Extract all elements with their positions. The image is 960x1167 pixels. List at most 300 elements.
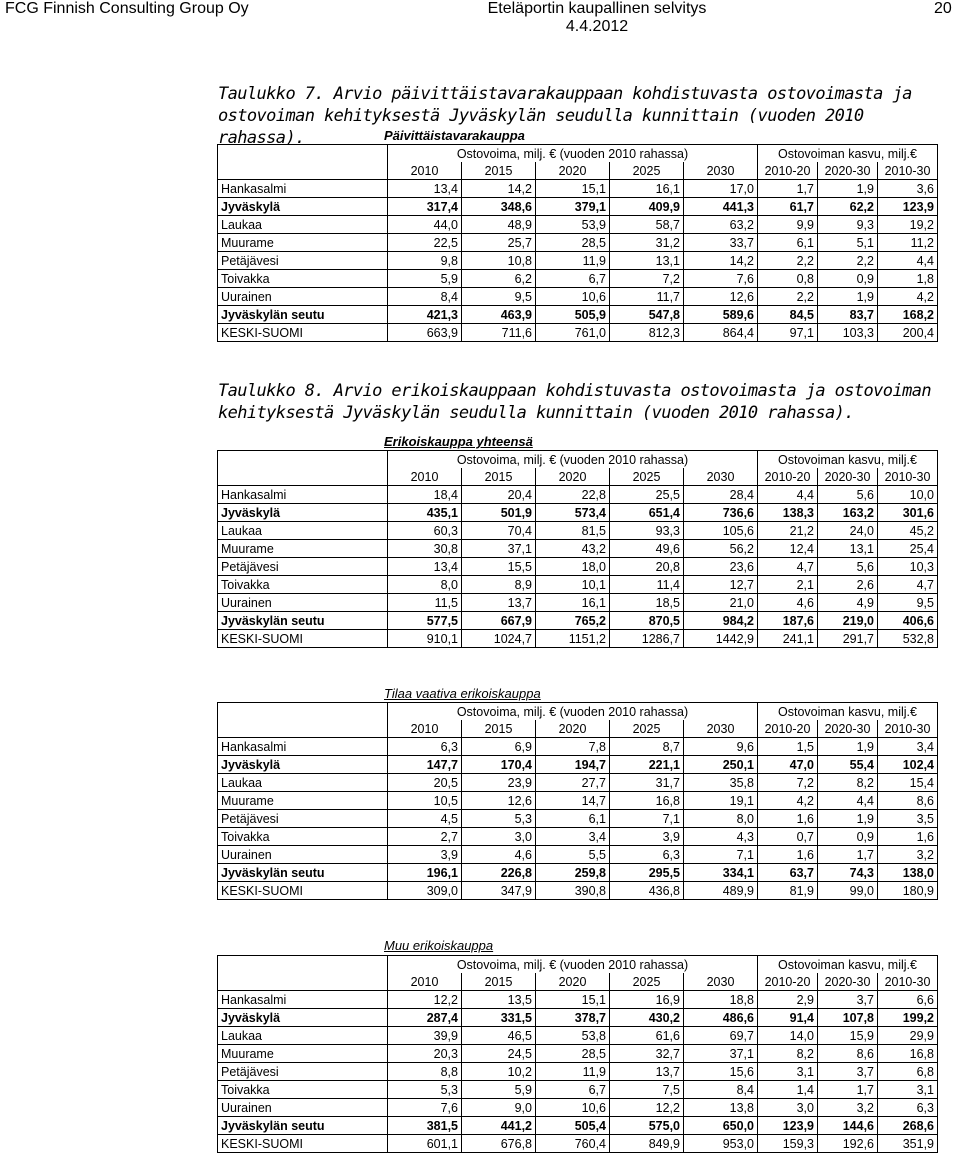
table-tilaa-vaativa-erikoiskauppa <box>217 702 938 900</box>
value-cell: 3,9 <box>610 828 684 846</box>
page-number: 20 <box>934 0 952 17</box>
value-cell: 6,3 <box>878 1099 938 1117</box>
value-cell: 15,4 <box>878 774 938 792</box>
value-cell: 0,9 <box>818 270 878 288</box>
value-cell: 170,4 <box>462 756 536 774</box>
year-header: 2015 <box>462 973 536 991</box>
table-row <box>218 522 938 540</box>
value-cell: 287,4 <box>388 1009 462 1027</box>
value-cell: 9,8 <box>388 252 462 270</box>
value-cell: 4,7 <box>878 576 938 594</box>
group-header-kasvu: Ostovoiman kasvu, milj.€ <box>758 703 938 721</box>
year-header: 2020-30 <box>818 162 878 180</box>
value-cell: 8,0 <box>684 810 758 828</box>
value-cell: 21,2 <box>758 522 818 540</box>
table-row <box>218 576 938 594</box>
value-cell: 16,8 <box>610 792 684 810</box>
value-cell: 8,2 <box>818 774 878 792</box>
header-title-line1: Eteläportin kaupallinen selvitys <box>487 0 707 17</box>
value-cell: 1,5 <box>758 738 818 756</box>
value-cell: 489,9 <box>684 882 758 900</box>
group-header-ostovoima: Ostovoima, milj. € (vuoden 2010 rahassa) <box>388 451 758 469</box>
value-cell: 35,8 <box>684 774 758 792</box>
value-cell: 505,4 <box>536 1117 610 1135</box>
value-cell: 93,3 <box>610 522 684 540</box>
table-row <box>218 1081 938 1099</box>
value-cell: 10,5 <box>388 792 462 810</box>
value-cell: 16,1 <box>536 594 610 612</box>
value-cell: 3,4 <box>878 738 938 756</box>
value-cell: 2,1 <box>758 576 818 594</box>
value-cell: 436,8 <box>610 882 684 900</box>
value-cell: 1,7 <box>758 180 818 198</box>
value-cell: 18,0 <box>536 558 610 576</box>
value-cell: 62,2 <box>818 198 878 216</box>
table-row <box>218 810 938 828</box>
value-cell: 501,9 <box>462 504 536 522</box>
row-name: Hankasalmi <box>218 180 388 198</box>
empty-cell <box>218 720 388 738</box>
value-cell: 226,8 <box>462 864 536 882</box>
value-cell: 4,4 <box>878 252 938 270</box>
value-cell: 3,1 <box>758 1063 818 1081</box>
value-cell: 5,3 <box>462 810 536 828</box>
value-cell: 4,3 <box>684 828 758 846</box>
year-header: 2030 <box>684 973 758 991</box>
year-header: 2010-20 <box>758 720 818 738</box>
value-cell: 1442,9 <box>684 630 758 648</box>
value-cell: 61,6 <box>610 1027 684 1045</box>
table-row <box>218 1009 938 1027</box>
table-row <box>218 288 938 306</box>
value-cell: 8,7 <box>610 738 684 756</box>
row-name: Laukaa <box>218 522 388 540</box>
table-row <box>218 252 938 270</box>
value-cell: 63,7 <box>758 864 818 882</box>
value-cell: 43,2 <box>536 540 610 558</box>
year-header: 2020 <box>536 468 610 486</box>
value-cell: 194,7 <box>536 756 610 774</box>
year-header: 2020 <box>536 162 610 180</box>
table-row <box>218 756 938 774</box>
value-cell: 6,9 <box>462 738 536 756</box>
row-name: Laukaa <box>218 216 388 234</box>
table-row <box>218 558 938 576</box>
table-row <box>218 180 938 198</box>
row-name: KESKI-SUOMI <box>218 630 388 648</box>
value-cell: 21,0 <box>684 594 758 612</box>
value-cell: 23,9 <box>462 774 536 792</box>
value-cell: 48,9 <box>462 216 536 234</box>
value-cell: 765,2 <box>536 612 610 630</box>
table-paivittaistavarakauppa <box>217 144 938 342</box>
value-cell: 9,9 <box>758 216 818 234</box>
value-cell: 441,3 <box>684 198 758 216</box>
value-cell: 14,0 <box>758 1027 818 1045</box>
year-header: 2020-30 <box>818 468 878 486</box>
value-cell: 12,2 <box>388 991 462 1009</box>
value-cell: 1024,7 <box>462 630 536 648</box>
value-cell: 19,1 <box>684 792 758 810</box>
table-row <box>218 612 938 630</box>
value-cell: 12,4 <box>758 540 818 558</box>
value-cell: 6,8 <box>878 1063 938 1081</box>
value-cell: 24,0 <box>818 522 878 540</box>
group-header-row <box>218 956 938 974</box>
value-cell: 409,9 <box>610 198 684 216</box>
value-cell: 37,1 <box>684 1045 758 1063</box>
table-row <box>218 1027 938 1045</box>
value-cell: 3,9 <box>388 846 462 864</box>
value-cell: 334,1 <box>684 864 758 882</box>
row-name: Hankasalmi <box>218 991 388 1009</box>
value-cell: 84,5 <box>758 306 818 324</box>
value-cell: 31,2 <box>610 234 684 252</box>
value-cell: 7,6 <box>388 1099 462 1117</box>
year-header: 2025 <box>610 162 684 180</box>
row-name: Jyväskylä <box>218 504 388 522</box>
value-cell: 0,9 <box>818 828 878 846</box>
value-cell: 406,6 <box>878 612 938 630</box>
value-cell: 6,3 <box>610 846 684 864</box>
year-header: 2020 <box>536 720 610 738</box>
value-cell: 1,9 <box>818 180 878 198</box>
value-cell: 4,6 <box>758 594 818 612</box>
value-cell: 3,2 <box>818 1099 878 1117</box>
year-header: 2010-30 <box>878 973 938 991</box>
value-cell: 5,9 <box>462 1081 536 1099</box>
group-header-ostovoima: Ostovoima, milj. € (vuoden 2010 rahassa) <box>388 956 758 974</box>
table-row <box>218 594 938 612</box>
value-cell: 589,6 <box>684 306 758 324</box>
value-cell: 5,1 <box>818 234 878 252</box>
group-header-ostovoima: Ostovoima, milj. € (vuoden 2010 rahassa) <box>388 145 758 163</box>
value-cell: 577,5 <box>388 612 462 630</box>
row-name: Muurame <box>218 792 388 810</box>
table-row <box>218 792 938 810</box>
value-cell: 1,9 <box>818 810 878 828</box>
value-cell: 28,4 <box>684 486 758 504</box>
year-header-row <box>218 162 938 180</box>
value-cell: 15,9 <box>818 1027 878 1045</box>
group-header-kasvu: Ostovoiman kasvu, milj.€ <box>758 451 938 469</box>
value-cell: 6,1 <box>758 234 818 252</box>
value-cell: 575,0 <box>610 1117 684 1135</box>
value-cell: 10,2 <box>462 1063 536 1081</box>
value-cell: 22,8 <box>536 486 610 504</box>
table7-caption: Taulukko 7. Arvio päivittäistavarakauppaan kohdistuvasta ostovoimasta ja ostovoiman kehityksestä Jyväskylän seudulla kunnittain (vuoden 2010 rahassa). <box>218 84 912 148</box>
header-title-line2: 4.4.2012 <box>565 18 629 35</box>
value-cell: 381,5 <box>388 1117 462 1135</box>
value-cell: 39,9 <box>388 1027 462 1045</box>
value-cell: 1,7 <box>818 846 878 864</box>
table7-section-label: Päivittäistavarakauppa <box>384 128 525 143</box>
value-cell: 7,1 <box>684 846 758 864</box>
value-cell: 10,1 <box>536 576 610 594</box>
value-cell: 199,2 <box>878 1009 938 1027</box>
value-cell: 11,9 <box>536 252 610 270</box>
row-name: Jyväskylän seutu <box>218 1117 388 1135</box>
value-cell: 4,4 <box>758 486 818 504</box>
row-name: Laukaa <box>218 1027 388 1045</box>
year-header: 2030 <box>684 720 758 738</box>
value-cell: 37,1 <box>462 540 536 558</box>
year-header: 2010 <box>388 468 462 486</box>
table-muu-erikoiskauppa <box>217 955 938 1153</box>
value-cell: 61,7 <box>758 198 818 216</box>
value-cell: 83,7 <box>818 306 878 324</box>
value-cell: 8,4 <box>684 1081 758 1099</box>
value-cell: 13,5 <box>462 991 536 1009</box>
value-cell: 17,0 <box>684 180 758 198</box>
value-cell: 33,7 <box>684 234 758 252</box>
value-cell: 14,2 <box>462 180 536 198</box>
value-cell: 573,4 <box>536 504 610 522</box>
value-cell: 7,2 <box>758 774 818 792</box>
row-name: Hankasalmi <box>218 486 388 504</box>
table-row <box>218 882 938 900</box>
value-cell: 812,3 <box>610 324 684 342</box>
value-cell: 650,0 <box>684 1117 758 1135</box>
value-cell: 15,5 <box>462 558 536 576</box>
value-cell: 47,0 <box>758 756 818 774</box>
value-cell: 6,2 <box>462 270 536 288</box>
value-cell: 16,9 <box>610 991 684 1009</box>
year-header: 2010 <box>388 720 462 738</box>
value-cell: 81,9 <box>758 882 818 900</box>
value-cell: 9,0 <box>462 1099 536 1117</box>
value-cell: 13,8 <box>684 1099 758 1117</box>
value-cell: 18,5 <box>610 594 684 612</box>
value-cell: 32,7 <box>610 1045 684 1063</box>
value-cell: 30,8 <box>388 540 462 558</box>
empty-cell <box>218 145 388 163</box>
value-cell: 25,5 <box>610 486 684 504</box>
value-cell: 20,5 <box>388 774 462 792</box>
year-header: 2025 <box>610 973 684 991</box>
row-name: Petäjävesi <box>218 252 388 270</box>
year-header: 2010-30 <box>878 720 938 738</box>
value-cell: 69,7 <box>684 1027 758 1045</box>
empty-cell <box>218 956 388 974</box>
value-cell: 348,6 <box>462 198 536 216</box>
value-cell: 12,7 <box>684 576 758 594</box>
value-cell: 31,7 <box>610 774 684 792</box>
value-cell: 11,5 <box>388 594 462 612</box>
value-cell: 0,8 <box>758 270 818 288</box>
value-cell: 10,8 <box>462 252 536 270</box>
row-name: Hankasalmi <box>218 738 388 756</box>
row-name: Muurame <box>218 540 388 558</box>
value-cell: 29,9 <box>878 1027 938 1045</box>
row-name: Jyväskylän seutu <box>218 864 388 882</box>
value-cell: 2,2 <box>818 252 878 270</box>
value-cell: 44,0 <box>388 216 462 234</box>
value-cell: 24,5 <box>462 1045 536 1063</box>
value-cell: 10,3 <box>878 558 938 576</box>
value-cell: 9,5 <box>878 594 938 612</box>
row-name: Muurame <box>218 1045 388 1063</box>
table8a-section-label: Erikoiskauppa yhteensä <box>384 434 533 449</box>
value-cell: 761,0 <box>536 324 610 342</box>
year-header: 2015 <box>462 162 536 180</box>
value-cell: 91,4 <box>758 1009 818 1027</box>
value-cell: 291,7 <box>818 630 878 648</box>
value-cell: 5,6 <box>818 558 878 576</box>
year-header: 2010-20 <box>758 973 818 991</box>
value-cell: 711,6 <box>462 324 536 342</box>
value-cell: 13,1 <box>610 252 684 270</box>
row-name: Uurainen <box>218 846 388 864</box>
table-row <box>218 1099 938 1117</box>
value-cell: 910,1 <box>388 630 462 648</box>
value-cell: 3,1 <box>878 1081 938 1099</box>
value-cell: 2,9 <box>758 991 818 1009</box>
value-cell: 3,6 <box>878 180 938 198</box>
year-header: 2030 <box>684 162 758 180</box>
value-cell: 159,3 <box>758 1135 818 1153</box>
value-cell: 56,2 <box>684 540 758 558</box>
value-cell: 45,2 <box>878 522 938 540</box>
value-cell: 317,4 <box>388 198 462 216</box>
value-cell: 12,6 <box>684 288 758 306</box>
value-cell: 441,2 <box>462 1117 536 1135</box>
value-cell: 421,3 <box>388 306 462 324</box>
value-cell: 221,1 <box>610 756 684 774</box>
table-row <box>218 630 938 648</box>
value-cell: 676,8 <box>462 1135 536 1153</box>
value-cell: 1286,7 <box>610 630 684 648</box>
value-cell: 22,5 <box>388 234 462 252</box>
value-cell: 20,8 <box>610 558 684 576</box>
value-cell: 20,4 <box>462 486 536 504</box>
value-cell: 12,6 <box>462 792 536 810</box>
table-row <box>218 1063 938 1081</box>
value-cell: 107,8 <box>818 1009 878 1027</box>
value-cell: 14,2 <box>684 252 758 270</box>
table-row <box>218 198 938 216</box>
table-row <box>218 1117 938 1135</box>
value-cell: 7,8 <box>536 738 610 756</box>
value-cell: 250,1 <box>684 756 758 774</box>
value-cell: 192,6 <box>818 1135 878 1153</box>
row-name: Petäjävesi <box>218 558 388 576</box>
group-header-ostovoima: Ostovoima, milj. € (vuoden 2010 rahassa) <box>388 703 758 721</box>
value-cell: 9,6 <box>684 738 758 756</box>
value-cell: 103,3 <box>818 324 878 342</box>
header-title <box>452 0 742 36</box>
value-cell: 3,5 <box>878 810 938 828</box>
value-cell: 953,0 <box>684 1135 758 1153</box>
value-cell: 2,2 <box>758 288 818 306</box>
value-cell: 295,5 <box>610 864 684 882</box>
value-cell: 28,5 <box>536 1045 610 1063</box>
value-cell: 1,8 <box>878 270 938 288</box>
value-cell: 105,6 <box>684 522 758 540</box>
value-cell: 23,6 <box>684 558 758 576</box>
value-cell: 19,2 <box>878 216 938 234</box>
value-cell: 1,6 <box>878 828 938 846</box>
value-cell: 196,1 <box>388 864 462 882</box>
value-cell: 74,3 <box>818 864 878 882</box>
value-cell: 180,9 <box>878 882 938 900</box>
value-cell: 736,6 <box>684 504 758 522</box>
table-row <box>218 306 938 324</box>
row-name: Toivakka <box>218 828 388 846</box>
value-cell: 10,6 <box>536 288 610 306</box>
value-cell: 864,4 <box>684 324 758 342</box>
year-header: 2010 <box>388 973 462 991</box>
value-cell: 28,5 <box>536 234 610 252</box>
value-cell: 13,4 <box>388 180 462 198</box>
value-cell: 200,4 <box>878 324 938 342</box>
value-cell: 1,6 <box>758 846 818 864</box>
table-row <box>218 324 938 342</box>
row-name: Muurame <box>218 234 388 252</box>
value-cell: 984,2 <box>684 612 758 630</box>
group-header-row <box>218 145 938 163</box>
table-row <box>218 738 938 756</box>
value-cell: 11,2 <box>878 234 938 252</box>
table-row <box>218 774 938 792</box>
value-cell: 1,9 <box>818 738 878 756</box>
year-header: 2030 <box>684 468 758 486</box>
row-name: Jyväskylä <box>218 198 388 216</box>
value-cell: 3,0 <box>462 828 536 846</box>
value-cell: 7,5 <box>610 1081 684 1099</box>
value-cell: 6,3 <box>388 738 462 756</box>
value-cell: 7,6 <box>684 270 758 288</box>
row-name: Jyväskylä <box>218 756 388 774</box>
value-cell: 18,4 <box>388 486 462 504</box>
value-cell: 601,1 <box>388 1135 462 1153</box>
value-cell: 187,6 <box>758 612 818 630</box>
value-cell: 4,4 <box>818 792 878 810</box>
value-cell: 259,8 <box>536 864 610 882</box>
value-cell: 4,9 <box>818 594 878 612</box>
row-name: Jyväskylä <box>218 1009 388 1027</box>
row-name: Petäjävesi <box>218 810 388 828</box>
value-cell: 12,2 <box>610 1099 684 1117</box>
value-cell: 144,6 <box>818 1117 878 1135</box>
header-company: FCG Finnish Consulting Group Oy <box>5 0 249 17</box>
value-cell: 3,4 <box>536 828 610 846</box>
value-cell: 8,9 <box>462 576 536 594</box>
year-header: 2020 <box>536 973 610 991</box>
value-cell: 3,7 <box>818 1063 878 1081</box>
value-cell: 435,1 <box>388 504 462 522</box>
value-cell: 10,6 <box>536 1099 610 1117</box>
value-cell: 10,0 <box>878 486 938 504</box>
value-cell: 430,2 <box>610 1009 684 1027</box>
year-header: 2010-20 <box>758 468 818 486</box>
value-cell: 241,1 <box>758 630 818 648</box>
value-cell: 18,8 <box>684 991 758 1009</box>
value-cell: 81,5 <box>536 522 610 540</box>
row-name: Jyväskylän seutu <box>218 612 388 630</box>
table8-caption: Taulukko 8. Arvio erikoiskauppaan kohdistuvasta ostovoimasta ja ostovoiman kehityksestä Jyväskylän seudulla kunnittain (vuoden 2010 rahassa). <box>218 381 931 423</box>
value-cell: 5,5 <box>536 846 610 864</box>
year-header-row <box>218 468 938 486</box>
value-cell: 547,8 <box>610 306 684 324</box>
table-row <box>218 1135 938 1153</box>
value-cell: 25,4 <box>878 540 938 558</box>
value-cell: 760,4 <box>536 1135 610 1153</box>
value-cell: 6,7 <box>536 1081 610 1099</box>
value-cell: 7,1 <box>610 810 684 828</box>
value-cell: 70,4 <box>462 522 536 540</box>
value-cell: 347,9 <box>462 882 536 900</box>
